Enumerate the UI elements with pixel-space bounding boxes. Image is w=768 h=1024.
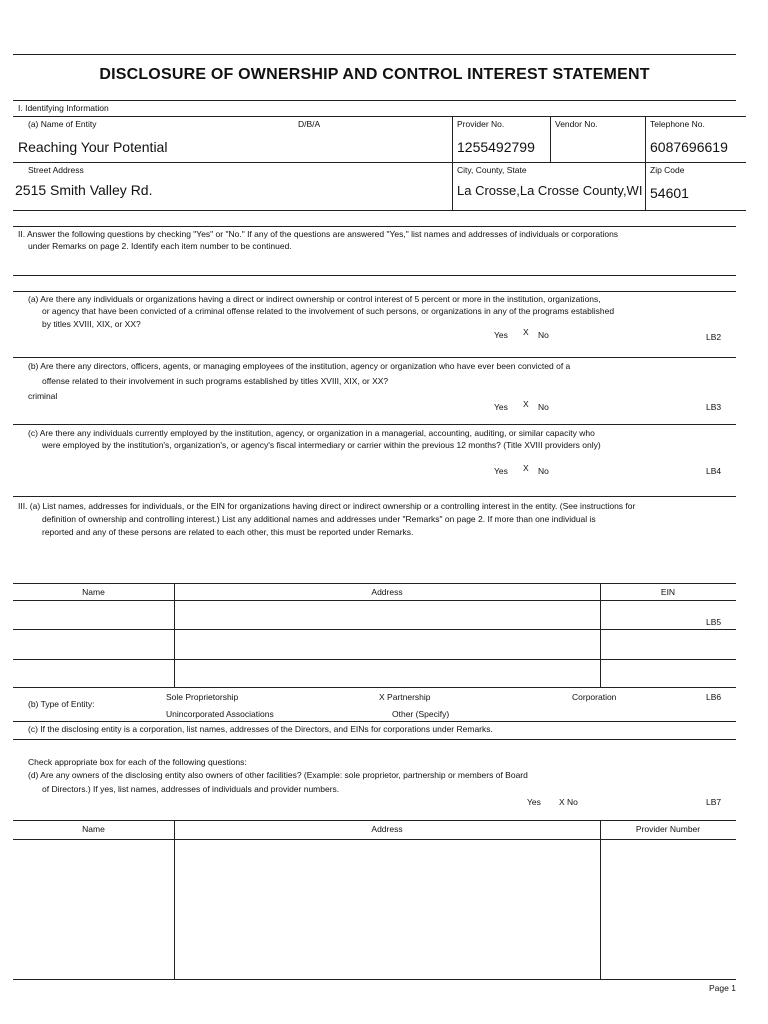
- facilities-col-provider-number: Provider Number: [635, 824, 701, 834]
- question-b-line1: (b) Are there any directors, officers, agents, or managing employees of the institution, agency or organization who have ever been convicted of a: [28, 361, 571, 371]
- question-d-yes[interactable]: Yes: [527, 797, 541, 807]
- section3-a-line1: III. (a) List names, addresses for individuals, or the EIN for organizations having direct or indirect ownership or a controlling interest in the entity. (See instructions for: [18, 501, 636, 511]
- street-value: 2515 Smith Valley Rd.: [15, 182, 153, 198]
- question-c-yes[interactable]: Yes: [494, 466, 508, 476]
- option-sole-proprietorship[interactable]: Sole Proprietorship: [166, 692, 239, 702]
- question-a-line1: (a) Are there any individuals or organizations having a direct or indirect ownership or control interest of 5 percent or more in the institution, organizations,: [28, 294, 601, 304]
- section1-heading: I. Identifying Information: [18, 103, 109, 113]
- question-c-no[interactable]: No: [538, 466, 549, 476]
- question-b-x-mark: X: [523, 399, 529, 409]
- section3-d-line1: (d) Are any owners of the disclosing entity also owners of other facilities? (Example: sole proprietor, partnership or members of Board: [28, 770, 528, 780]
- question-c-line1: (c) Are there any individuals currently employed by the institution, agency, or organization in a managerial, accounting, auditing, or similar capacity who: [28, 428, 595, 438]
- lb2-code: LB2: [706, 332, 722, 342]
- owners-col-ein: EIN: [660, 587, 676, 597]
- question-a-line3: by titles XVIII, XIX, or XX?: [42, 319, 141, 329]
- section3-a-line3: reported and any of these persons are related to each other, this must be reported under Remarks.: [42, 527, 414, 537]
- dba-label: D/B/A: [298, 119, 321, 129]
- check-instruction: Check appropriate box for each of the following questions:: [28, 757, 247, 767]
- owners-col-name: Name: [82, 587, 105, 597]
- option-corporation[interactable]: Corporation: [572, 692, 617, 702]
- section2-intro-line1: II. Answer the following questions by checking "Yes" or "No." If any of the questions are answered "Yes," list names and addresses of individuals or corporations: [18, 229, 619, 239]
- lb3-code: LB3: [706, 402, 722, 412]
- telephone-label: Telephone No.: [650, 119, 705, 129]
- question-a-yes[interactable]: Yes: [494, 330, 508, 340]
- question-b-line3: criminal: [28, 391, 58, 401]
- option-partnership[interactable]: X Partnership: [379, 692, 431, 702]
- question-d-no[interactable]: X No: [559, 797, 578, 807]
- section3-a-line2: definition of ownership and controlling interest.) List any additional names and addresses under "Remarks" on page 2. If more than one individual is: [42, 514, 596, 524]
- entity-name-label: (a) Name of Entity: [28, 119, 97, 129]
- question-b-no[interactable]: No: [538, 402, 549, 412]
- lb5-code: LB5: [706, 617, 722, 627]
- zip-label: Zip Code: [650, 165, 685, 175]
- lb4-code: LB4: [706, 466, 722, 476]
- zip-value: 54601: [650, 185, 689, 201]
- type-of-entity-label: (b) Type of Entity:: [28, 699, 95, 709]
- question-c-line2: were employed by the institution's, organization's, or agency's fiscal intermediary or carrier within the previous 12 months? (Title XVIII providers only): [42, 440, 601, 450]
- page-number: Page 1: [709, 983, 736, 993]
- provider-no-value: 1255492799: [457, 139, 535, 155]
- question-a-line2: or agency that have been convicted of a criminal offense related to the involvement of such persons, or organizations in any of the programs established: [42, 306, 615, 316]
- street-label: Street Address: [28, 165, 84, 175]
- facilities-col-name: Name: [82, 824, 105, 834]
- section3-d-line2: of Directors.) If yes, list names, addresses of individuals and provider numbers.: [42, 784, 340, 794]
- city-label: City, County, State: [457, 165, 527, 175]
- question-a-no[interactable]: No: [538, 330, 549, 340]
- city-value: La Crosse,La Crosse County,WI: [457, 183, 643, 198]
- lb6-code: LB6: [706, 692, 722, 702]
- telephone-value: 6087696619: [650, 139, 728, 155]
- entity-name-value: Reaching Your Potential: [18, 139, 168, 155]
- form-title: DISCLOSURE OF OWNERSHIP AND CONTROL INTEREST STATEMENT: [99, 66, 650, 83]
- option-other[interactable]: Other (Specify): [392, 709, 450, 719]
- facilities-col-address: Address: [371, 824, 403, 834]
- section3-c-text: (c) If the disclosing entity is a corporation, list names, addresses of the Directors, and EINs for corporations under Remarks.: [28, 724, 493, 734]
- owners-col-address: Address: [371, 587, 403, 597]
- question-c-x-mark: X: [523, 463, 529, 473]
- section2-intro-line2: under Remarks on page 2. Identify each item number to be continued.: [28, 241, 292, 251]
- question-a-x-mark: X: [523, 327, 529, 337]
- vendor-no-label: Vendor No.: [555, 119, 598, 129]
- question-b-yes[interactable]: Yes: [494, 402, 508, 412]
- lb7-code: LB7: [706, 797, 722, 807]
- provider-no-label: Provider No.: [457, 119, 505, 129]
- question-b-line2: offense related to their involvement in such programs established by titles XVIII, XIX, or XX?: [42, 376, 389, 386]
- option-unincorporated[interactable]: Unincorporated Associations: [166, 709, 274, 719]
